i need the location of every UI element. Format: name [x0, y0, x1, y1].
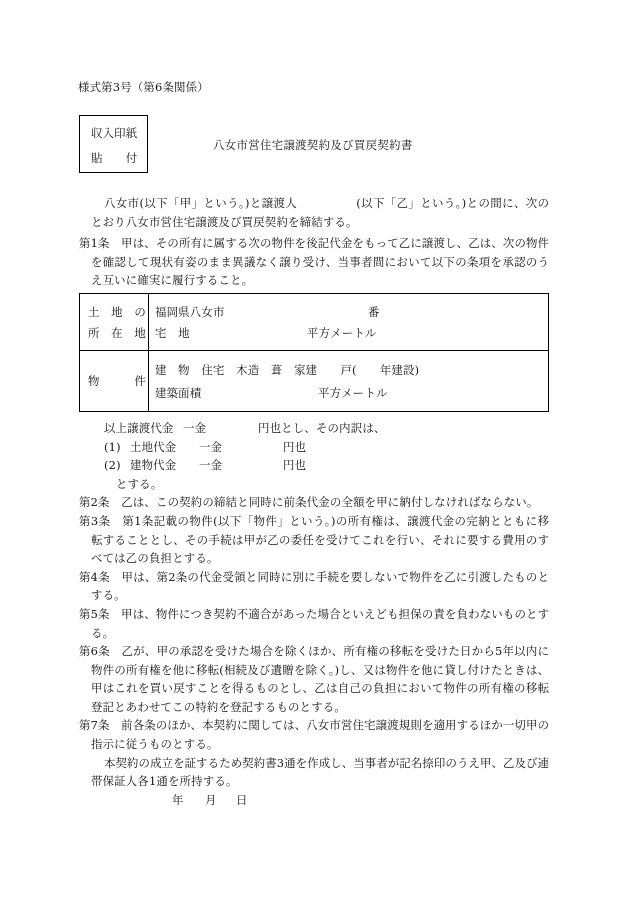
article-4-line: 第4条 甲は、第2条の代金受領と同時に別に手続を要しないで物件を乙に引渡したものと — [79, 569, 549, 584]
article-6 — [79, 642, 549, 716]
building-area-unit: 平方メートル — [318, 385, 388, 400]
building-description: 建 物 住宅 木造 葺 家建 戸( 年建設) — [155, 362, 420, 377]
contract-date — [79, 791, 549, 810]
price-item-suffix: 円也 — [283, 458, 307, 473]
article-6-line: 甲はこれを買い戻すことを得るものとし、乙は自己の負担において物件の所有権の移転 — [91, 681, 549, 696]
closing-statement — [79, 754, 549, 791]
price-breakdown — [79, 419, 549, 493]
article-1 — [79, 234, 549, 290]
price-item-prefix: 一金 — [199, 458, 223, 473]
building-header: 物 件 — [88, 373, 146, 388]
price-item-suffix: 円也 — [283, 439, 307, 454]
article-5-line: る。 — [91, 625, 115, 640]
article-5 — [79, 605, 549, 642]
article-3-line: 第3条 第1条記載の物件(以下「物件」という。)の所有権は、譲渡代金の完納とともに移 — [79, 513, 549, 528]
date-year: 年 — [172, 792, 184, 807]
preamble-line: とおり八女市営住宅譲渡及び買戻契約を締結する。 — [91, 214, 358, 229]
price-total-prefix: 一金 — [183, 420, 207, 435]
land-category: 宅 地 — [155, 325, 190, 340]
article-7-line: 第7条 前各条のほか、本契約に関しては、八女市営住宅譲渡規則を適用するほか一切甲の — [79, 718, 549, 733]
price-closing-line — [79, 475, 549, 494]
closing-statement-line: 本契約の成立を証するため契約書3通を作成し、当事者が記名捺印のうえ甲、乙及び連 — [104, 755, 549, 770]
price-item-label: 土地代金 — [130, 439, 177, 454]
article-4-line: する。 — [91, 588, 126, 603]
land-area-unit: 平方メートル — [307, 325, 377, 340]
article-1-line: 第1条 甲は、その所有に属する次の物件を後記代金をもって乙に譲渡し、乙は、次の物件 — [79, 236, 549, 251]
article-6-line: 第6条 乙が、甲の承認を受けた場合を除くほか、所有権の移転を受けた日から5年以内に — [79, 644, 549, 659]
land-location-header: 所 在 地 — [88, 325, 146, 340]
land-location-header: 土 地 の — [88, 304, 146, 319]
revenue-stamp-label: 収入印紙 — [91, 126, 138, 140]
document-title: 八女市営住宅譲渡契約及び買戻契約書 — [213, 138, 413, 152]
price-closing: とする。 — [116, 476, 163, 491]
article-3-line: べては乙の負担とする。 — [91, 551, 219, 566]
revenue-stamp-affix-label: 貼 付 — [91, 151, 138, 165]
land-lot-suffix: 番 — [368, 304, 380, 319]
article-6-line: 物件の所有権を他に移転(相続及び遺贈を除く。)し、又は物件を他に貸し付けたときは、 — [91, 662, 549, 677]
price-item-number: (2) — [104, 458, 121, 473]
article-2 — [79, 493, 549, 512]
land-address: 福岡県八女市 — [155, 304, 225, 319]
closing-statement-line: 帯保証人各1通を所持する。 — [91, 774, 238, 789]
article-3-line: 転することとし、その手続は甲が乙の委任を受けてこれを行い、それに要する費用のす — [91, 532, 549, 547]
contract-body — [79, 194, 549, 809]
article-2-line: 第2条 乙は、この契約の締結と同時に前条代金の全額を甲に納付しなければならない。 — [79, 495, 539, 510]
property-table — [79, 293, 549, 412]
article-7 — [79, 716, 549, 753]
article-7-line: 指示に従うものとする。 — [91, 737, 219, 752]
table-column-divider — [148, 294, 149, 411]
article-1-line: え互いに確実に履行すること。 — [91, 273, 254, 288]
date-month: 月 — [205, 792, 217, 807]
price-item-number: (1) — [104, 439, 121, 454]
article-1-line: を確認して現状有姿のまま異議なく譲り受け、当事者間において以下の条項を承認のう — [91, 254, 549, 269]
price-item-building — [79, 456, 549, 475]
article-3 — [79, 512, 549, 568]
table-row-divider — [80, 350, 548, 351]
article-4 — [79, 568, 549, 605]
date-day: 日 — [236, 792, 248, 807]
price-item-label: 建物代金 — [130, 458, 177, 473]
article-5-line: 第5条 甲は、物件につき契約不適合があった場合といえども担保の責を負わないものとす — [79, 606, 549, 621]
article-6-line: 登記とあわせてこの特約を登記するものとする。 — [91, 699, 346, 714]
form-number: 様式第3号（第6条関係） — [78, 80, 209, 94]
preamble-line: 八女市(以下「甲」という。)と譲渡人 (以下「乙」という。)との間に、次の — [104, 196, 549, 210]
preamble — [79, 194, 549, 231]
building-area-label: 建築面積 — [155, 385, 202, 400]
price-item-land — [79, 438, 549, 457]
revenue-stamp-box — [79, 115, 148, 173]
price-total-suffix: 円也とし、その内訳は、 — [258, 420, 386, 435]
price-total-label: 以上譲渡代金 — [104, 420, 174, 435]
price-item-prefix: 一金 — [199, 439, 223, 454]
price-total-line — [79, 419, 549, 438]
